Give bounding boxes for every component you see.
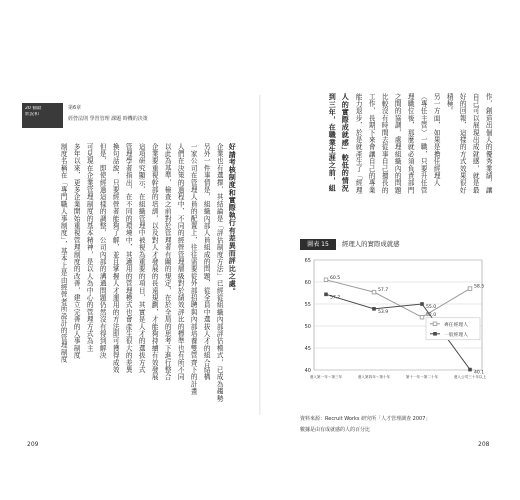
body-column: 企業也有選擇，其結論是「評估制度方法」已經從組織內部評估模式，已成為趨勢 (215, 143, 224, 403)
chapter-number: 第6章 (68, 105, 82, 111)
data-point (324, 278, 328, 282)
body-column: 比較沒有時間去從事自己擅長的 (380, 93, 389, 194)
body-column-emphasis: 到三年，在職業生涯之前，組 (328, 93, 338, 192)
y-tick-label: 45 (304, 346, 311, 352)
body-column: 換句話說，只要經營者能夠了解，並且掌握人才運用的方法即可獲得成效 (111, 143, 120, 374)
data-label: 52.0 (426, 313, 437, 319)
figure-title: 經理人的實際成就感 (342, 240, 400, 248)
body-column: 可見現在企業管理制度的基本精神，是以人為中心的管理方式為主 (85, 143, 94, 352)
y-tick-label: 65 (304, 258, 311, 264)
data-label: 57.7 (378, 288, 389, 294)
body-column: 能力退步，於是就產生了「經理 (354, 93, 363, 194)
x-tick-label: 進入第四年～第十年 (357, 375, 391, 379)
body-column: 人們在決策的過程中，不同的經營管理層級對於績效評比的標準也有所不同 (176, 143, 185, 381)
figure-note: 數據是由有成就感的人的百分比 (300, 427, 371, 433)
chapter-badge-line1: 20 個最 (25, 106, 42, 111)
x-tick-label: 進入第一年～第三年 (309, 375, 343, 379)
data-label: 57.2 (330, 295, 341, 301)
legend-marker (433, 332, 437, 336)
legend-label: 專任經理人 (444, 322, 468, 328)
body-column: 好的回報，這樣的方式效果很好 (458, 93, 467, 194)
body-column: 理職位後，那麼就必須負責部門 (406, 93, 415, 194)
body-column: 企業要重視幹部的培訓，以及對人才發展的長遠規劃，才能夠持續有效發展 (150, 143, 159, 381)
data-label: 55.0 (426, 305, 437, 310)
body-column: 另一方面，如果是擔任經理人 (432, 93, 441, 187)
series-line (326, 280, 470, 317)
data-point (468, 287, 472, 291)
legend-label: 一般經理人 (444, 332, 468, 338)
page-number-right: 208 (478, 441, 490, 448)
body-column: 以此為基準，檢查之前對於管理者有關的規定，在於全局的思考下進行整合 (163, 143, 172, 381)
body-column: 一家公司在管理人員的配置上，往往需要從外部招聘與內部培養雙管齊下的計畫 (189, 143, 198, 395)
y-tick-label: 55 (304, 302, 311, 308)
chapter-badge (22, 103, 63, 128)
data-label: 60.5 (330, 275, 341, 281)
body-column: 自己可以展現出成就感，就是最 (471, 93, 480, 194)
body-column: 工作，長期下來會讓自己的專業 (367, 93, 376, 194)
body-column: 管理學者指出，在不同的環境中，其適用的管理模式也會產生很大的差異 (124, 143, 133, 374)
data-label: 40.1 (474, 370, 485, 376)
figure-label: 圖表 15 (300, 239, 336, 250)
x-tick-label: 進入公司三十年以上 (453, 375, 487, 379)
data-point (372, 307, 376, 311)
body-column: 積極。 (445, 93, 454, 115)
chapter-badge-line2: 狀況和 (25, 112, 39, 117)
body-column-emphasis: 人的實際成就感」較低的情況 (341, 93, 351, 192)
data-point (372, 290, 376, 294)
body-column: 之間的協調，處理組織內的問題 (393, 93, 402, 194)
body-column: 多年以來，更多企業開始重視管理制度的改善，建立完善的人事制度 (72, 143, 81, 359)
line-chart (292, 254, 497, 404)
data-point (420, 315, 424, 319)
y-tick-label: 60 (304, 280, 311, 286)
body-column: 這項研究顯示，在組織管理中被視為重要的項目，其實是人才的選拔方式 (137, 143, 146, 374)
legend-marker (433, 322, 437, 326)
data-point (324, 293, 328, 297)
section-heading: 好請考核制度和實際執行有差異而評比之處。 (228, 143, 238, 295)
data-point (420, 302, 424, 306)
data-label: 58.5 (474, 284, 485, 290)
body-column: 作，創造出個人的優秀業績，讓 (484, 93, 493, 194)
x-tick-label: 第十一年～第二十年 (405, 375, 439, 379)
body-column: 另外一件事情是，組織內部人員組成的問題，從全員中選拔人才的組合結構 (202, 143, 211, 381)
figure-header (300, 239, 490, 250)
page-gutter (259, 95, 261, 415)
figure-source: 資料來源：Recruit Works 研究所「人才管理調查 2007」 (300, 416, 431, 422)
chapter-title: 經營法則 學習管理 課題 時機的決策 (68, 116, 148, 122)
body-column: （專任主管）一職，只要升任管 (419, 93, 428, 194)
y-tick-label: 40 (304, 368, 311, 374)
body-column: 但是，即使經過這樣的調整，公司內部的溝通問題仍然沒有得到解決 (98, 143, 107, 359)
y-tick-label: 50 (304, 324, 311, 330)
body-column: 制度名稱在「專門職人事制度」，基本上是由經營者所設計的管理制度 (59, 143, 68, 363)
data-point (468, 368, 472, 372)
data-label: 53.9 (378, 309, 389, 315)
page-number-left: 209 (27, 441, 39, 448)
